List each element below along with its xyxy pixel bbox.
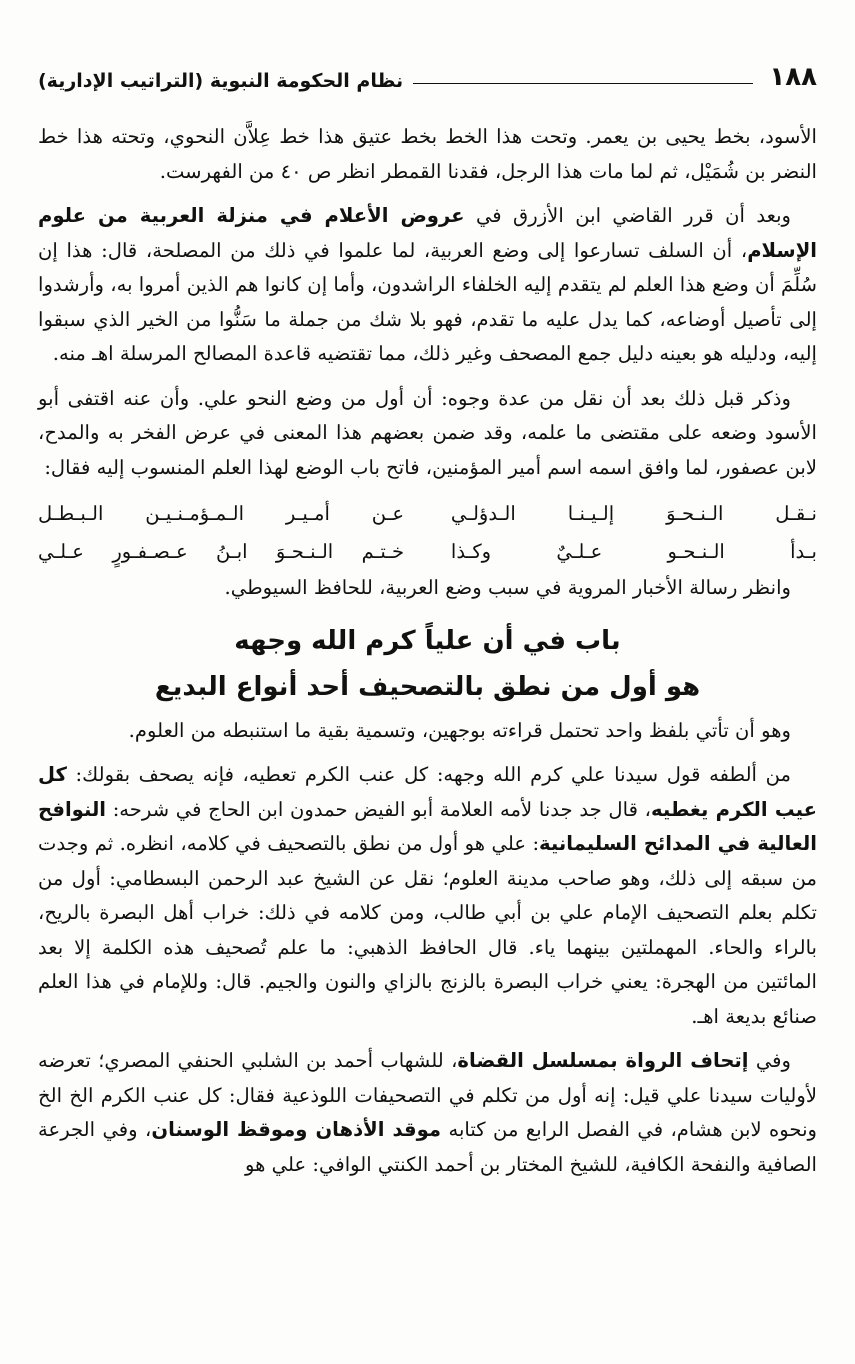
paragraph: وهو أن تأتي بلفظ واحد تحتمل قراءته بوجهين، وتسمية بقية ما استنبطه من العلوم. (128, 718, 791, 742)
verse-first-hemistich: بـدأ الـنـحـو عـلـيٌ وكـذا (450, 540, 817, 563)
book-title: موقد الأذهان وموقظ الوسنان (151, 1118, 442, 1141)
header-rule (413, 83, 753, 84)
paragraph: الأسود، بخط يحيى بن يعمر. وتحت هذا الخط بخط عتيق هذا خط عِلاَّن النحوي، وتحته هذا خط النضر بن شُمَيْل، ثم لما مات هذا الرجل، فقدنا القمطر انظر ص ٤٠ من الفهرست. (38, 125, 817, 183)
page-number: ١٨٨ (769, 62, 817, 92)
paragraph: وذكر قبل ذلك بعد أن نقل من عدة وجوه: أن أول من وضع النحو علي. وأن عنه اقتفى أبو الأسود وضعه على مقتضى ما علمه، وقد ضمن بعضهم هذا المعنى في عرض الفخر به والمدح، لابن عصفور، لما وافق اسمه اسم أمير المؤمنين، فاتح باب الوضع لهذا العلم المنسوب إليه فقال: (38, 386, 817, 479)
running-title: نظام الحكومة النبوية (التراتيب الإدارية) (38, 70, 404, 92)
poem (38, 495, 817, 571)
heading-line-1: باب في أن علياً كرم الله وجهه (234, 625, 621, 656)
text-run: ، وفي الجرعة الصافية والنفحة الكافية، للشيخ المختار بن أحمد الكنتي الوافي: علي هو (38, 1118, 817, 1176)
book-page (38, 0, 817, 1364)
section-heading (38, 620, 817, 708)
quote-bold: كل عيب الكرم يغطيه (38, 763, 817, 821)
paragraph (38, 758, 817, 1034)
paragraph (38, 1044, 817, 1182)
verse-second-hemistich: خـتـم الـنـحـوَ ابـنُ عـصـفـورٍ عـلـي (38, 540, 405, 563)
verse-second-hemistich: عـن أمـيـر الـمـؤمـنـيـن الـبـطـل (38, 502, 405, 525)
text-run: ، قال جد جدنا لأمه العلامة أبو الفيض حمدون ابن الحاج في شرحه: (106, 797, 651, 821)
poem-verse (38, 533, 817, 571)
book-title: عروض الأعلام في منزلة العربية من علوم الإسلام (38, 204, 817, 262)
text-run: ، أن السلف تسارعوا إلى وضع العربية، لما علموا في ذلك من المصلحة، قال: هذا إن سُلِّمَ أن وضع هذا العلم لم يتقدم إليه الخلفاء الراشدون، وأما إن كانوا هم الذين أمروا به، وأرشدوا إلى تأصيل أوضاعه، كما يدل عليه ما تقدم، فهو بلا شك من جملة ما سَنُّوا من الخير الذي سبقوا إليه، ودليله هو بعينه دليل جمع المصحف وغير ذلك، مما تقتضيه قاعدة المصالح المرسلة اهـ منه. (38, 238, 817, 365)
text-run: وبعد أن قرر القاضي ابن الأزرق في (464, 204, 791, 227)
paragraph (38, 199, 817, 372)
book-title: إتحاف الرواة بمسلسل القضاة (457, 1049, 749, 1072)
text-run: : علي هو أول من نطق بالتصحيف في كلامه، انظره. ثم وجدت من سبقه إلى ذلك، وهو صاحب مدينة العلوم؛ نقل عن الشيخ عبد الرحمن البسطامي: أول من تكلم بعلم التصحيف الإمام علي بن أبي طالب، ومن كلامه في ذلك: خراب أهل البصرة بالريح، بالراء والحاء. المهملتين بينهما ياء. قال الحافظ الذهبي: ما علم تُصحيف هذه الكلمة إلا بعد المائتين من الهجرة: يعني خراب البصرة بالزنج بالزاي والنون والجيم. قال: وللإمام في هذا العلم صنائع بديعة اهـ. (38, 832, 817, 1028)
book-title: النوافح العالية في المدائح السليمانية (38, 797, 817, 855)
poem-verse (38, 495, 817, 533)
page-header (38, 52, 817, 92)
verse-first-hemistich: نـقـل الـنـحـوَ إلـيـنـا الـدؤلـي (450, 502, 817, 525)
text-run: وفي (748, 1049, 792, 1072)
page-body (38, 120, 817, 1192)
text-run: ، للشهاب أحمد بن الشلبي الحنفي المصري؛ تعرضه لأوليات سيدنا علي قيل: إنه أول من تكلم في التصحيفات اللوذعية فقال: كل عنب الكرم الخ الخ ونحوه لابن هشام، في الفصل الرابع من كتابه (38, 1049, 817, 1141)
paragraph: وانظر رسالة الأخبار المروية في سبب وضع العربية، للحافظ السيوطي. (224, 576, 791, 599)
heading-line-2: هو أول من نطق بالتصحيف أحد أنواع البديع (154, 671, 701, 702)
text-run: من ألطفه قول سيدنا علي كرم الله وجهه: كل عنب الكرم تعطيه، فإنه يصحف بقولك: (66, 763, 791, 786)
